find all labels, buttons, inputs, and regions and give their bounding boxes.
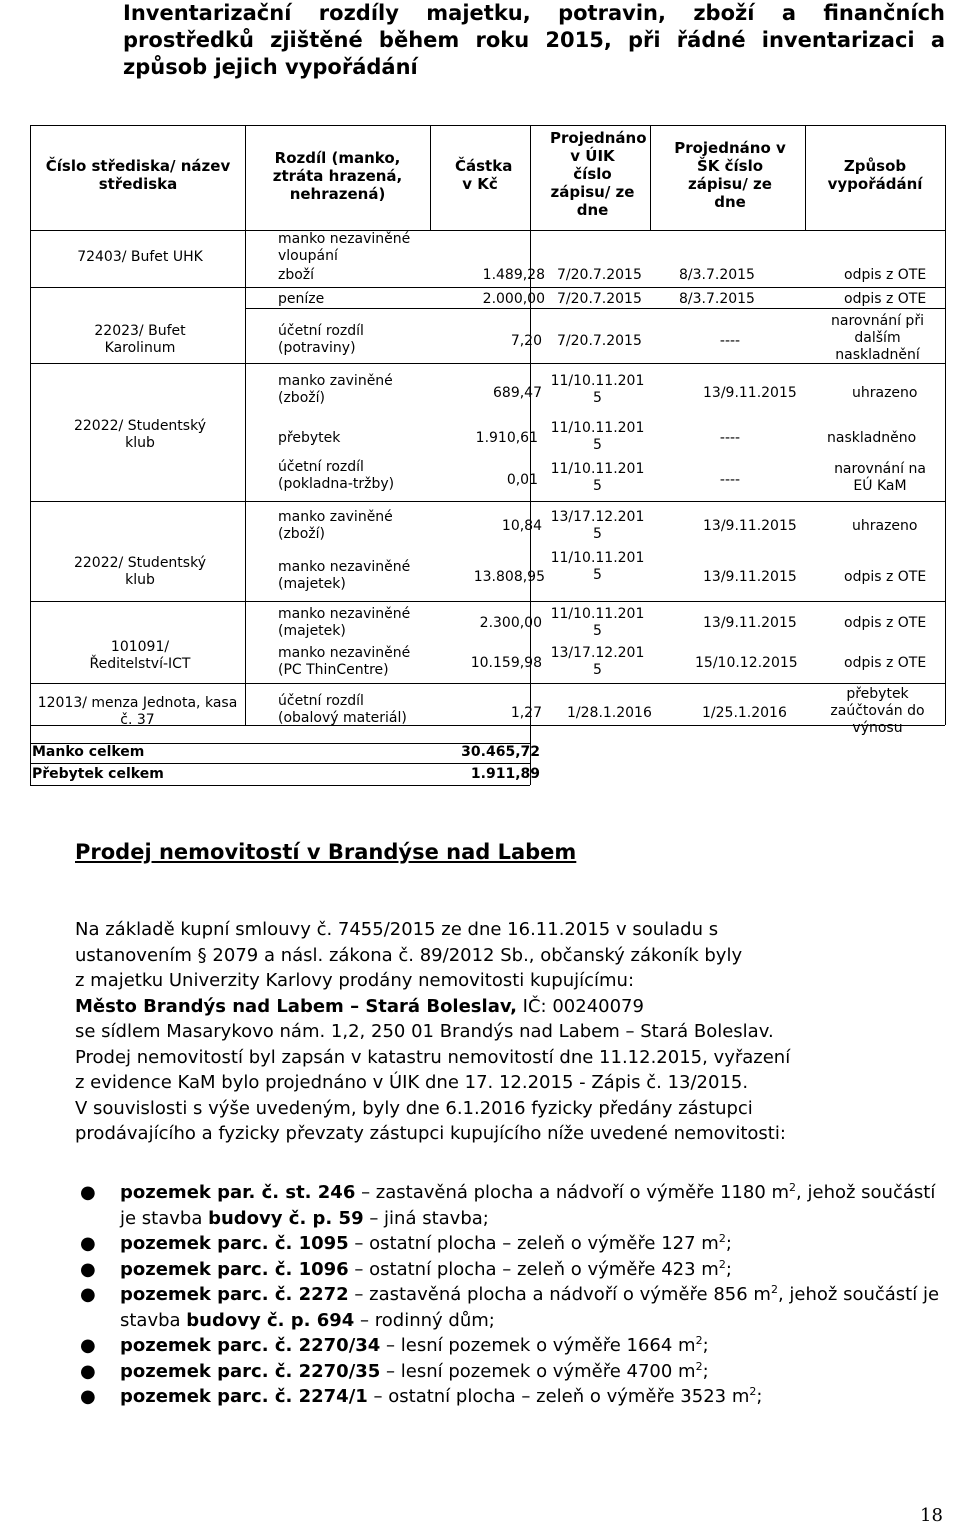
parcel-id: pozemek parc. č. 2270/35 [120, 1360, 381, 1382]
table-border-top [30, 125, 945, 126]
sale-paragraph [75, 917, 945, 1147]
parcel-id: pozemek parc. č. 2274/1 [120, 1386, 368, 1407]
bullet-icon: ● [80, 1360, 96, 1382]
row-uik: 7/20.7.2015 [557, 333, 642, 349]
building-id: budovy č. p. 694 [186, 1309, 355, 1331]
paragraph-line [75, 994, 945, 1020]
row-castka: 1,27 [510, 705, 542, 721]
parcel-desc: , jehož součástí je stavba [120, 1182, 936, 1229]
total-manko-value: 30.465,72 [461, 744, 540, 760]
sup: 2 [718, 1232, 726, 1245]
parcel-desc: – rodinný dům; [354, 1309, 495, 1331]
parcel-desc: – jiná stavba; [363, 1207, 489, 1229]
bullet-icon: ● [80, 1335, 96, 1356]
table-border-right [945, 125, 946, 725]
sup: 2 [749, 1385, 757, 1398]
row-zpusob: odpis z OTE [844, 569, 927, 585]
row-uik: 11/10.11.201 5 [550, 461, 645, 494]
row-castka: 2.000,00 [482, 291, 545, 307]
row-uik: 13/17.12.201 5 [550, 645, 645, 678]
row-castka: 13.808,95 [473, 569, 545, 585]
parcel-id: pozemek parc. č. 2272 [120, 1284, 349, 1305]
row-uik: 13/17.12.201 5 [550, 509, 645, 542]
row-rozdil: účetní rozdíl (potraviny) [278, 323, 364, 356]
row-rozdil: manko nezaviněné (PC ThinCentre) [278, 645, 411, 678]
row-sk: 8/3.7.2015 [679, 267, 755, 283]
col-line-2 [430, 125, 431, 230]
paragraph-line: V souvislosti s výše uvedeným, byly dne 6.1.2016 fyzicky předány zástupci [75, 1097, 753, 1119]
building-id: budovy č. p. 59 [208, 1207, 364, 1229]
row-rozdil: manko nezaviněné (majetek) [278, 606, 411, 639]
section-title: Prodej nemovitostí v Brandýse nad Labem [75, 840, 577, 864]
list-item [75, 1359, 945, 1385]
group-stredisko: 72403/ Bufet UHK [77, 249, 203, 265]
col-line-1 [245, 125, 246, 725]
parcel-id: pozemek parc. č. 2270/34 [120, 1335, 381, 1356]
row-rozdil: manko nezaviněné (majetek) [278, 559, 411, 592]
parcel-id: pozemek parc. č. 1096 [120, 1258, 349, 1280]
row-zpusob: uhrazeno [852, 385, 918, 401]
row-uik: 7/20.7.2015 [557, 267, 642, 283]
row-zpusob: narovnání při dalším naskladnění [831, 313, 924, 363]
row-castka: 0,01 [506, 472, 538, 488]
group-stredisko: 22022/ Studentský klub [73, 555, 206, 588]
header-stredisko: Číslo střediska/ název střediska [45, 157, 231, 193]
row-zpusob: přebytek zaúčtován do výnosu [830, 686, 925, 736]
header-sk: Projednáno v ŠK číslo zápisu/ ze dne [674, 139, 786, 211]
row-castka: 10.159,98 [470, 655, 542, 671]
parcel-desc: – lesní pozemek o výměře 4700 m [380, 1360, 696, 1382]
table-border-bottom [30, 785, 530, 786]
list-item [75, 1333, 945, 1359]
row-sk: ---- [719, 430, 741, 446]
row-zpusob: narovnání na EÚ KaM [834, 461, 926, 494]
row-zpusob: odpis z OTE [844, 655, 927, 671]
paragraph-line: se sídlem Masarykovo nám. 1,2, 250 01 Brandýs nad Labem – Stará Boleslav. [75, 1021, 774, 1042]
parcel-desc: ; [702, 1360, 709, 1382]
header-rozdil: Rozdíl (manko, ztráta hrazená, nehrazená) [272, 149, 403, 203]
total-prebytek-label: Přebytek celkem [32, 766, 164, 782]
header-zpusob: Způsob vypořádání [827, 157, 923, 193]
row-uik: 11/10.11.201 5 [550, 373, 645, 406]
row-castka: 1.489,28 [482, 267, 545, 283]
row-rozdil: peníze [278, 291, 325, 307]
row-zpusob: uhrazeno [852, 518, 918, 534]
row-line [30, 763, 530, 764]
group-stredisko: 22023/ Bufet Karolinum [94, 323, 186, 356]
parcel-desc: – lesní pozemek o výměře 1664 m [380, 1335, 696, 1356]
row-sk: 15/10.12.2015 [695, 655, 798, 671]
paragraph-line: z evidence KaM bylo projednáno v ÚIK dne 17. 12.2015 - Zápis č. 13/2015. [75, 1072, 749, 1093]
row-uik: 11/10.11.201 5 [550, 420, 645, 453]
sup: 2 [718, 1257, 726, 1271]
row-castka: 7,20 [510, 333, 542, 349]
buyer-ico: IČ: 00240079 [516, 995, 644, 1017]
sup: 2 [695, 1334, 703, 1347]
sup: 2 [695, 1359, 703, 1373]
bullet-icon: ● [80, 1182, 96, 1203]
parcel-desc: – zastavěná plocha a nádvoří o výměře 856 m [348, 1284, 771, 1305]
group-stredisko: 22022/ Studentský klub [73, 418, 206, 451]
total-manko-label: Manko celkem [32, 744, 145, 760]
parcel-desc: ; [725, 1258, 732, 1280]
row-zpusob: odpis z OTE [844, 615, 927, 631]
parcel-desc: – zastavěná plocha a nádvoří o výměře 1180 m [355, 1182, 790, 1203]
row-line [30, 683, 945, 684]
bullet-icon: ● [80, 1233, 96, 1254]
row-rozdil-sub: zboží [278, 267, 315, 283]
sup: 2 [789, 1181, 797, 1194]
row-zpusob: odpis z OTE [844, 267, 927, 283]
list-item [75, 1282, 945, 1333]
row-sk: 13/9.11.2015 [703, 518, 797, 534]
row-rozdil: účetní rozdíl (pokladna-tržby) [278, 459, 395, 492]
parcel-desc: – ostatní plocha – zeleň o výměře 3523 m [367, 1386, 750, 1407]
bullet-icon: ● [80, 1258, 96, 1280]
row-uik: 7/20.7.2015 [557, 291, 642, 307]
paragraph-line: ustanovením § 2079 a násl. zákona č. 89/2012 Sb., občanský zákoník byly [75, 944, 743, 966]
row-rozdil: manko zaviněné (zboží) [278, 509, 393, 542]
list-item [75, 1384, 945, 1410]
page-title: Inventarizační rozdíly majetku, potravin, zboží a finančních prostředků zjištěné během roku 2015, při řádné inventarizaci a způsob jejich vypořádání [123, 1, 945, 79]
total-prebytek-value: 1.911,89 [470, 766, 540, 782]
parcel-desc: – ostatní plocha – zeleň o výměře 423 m [348, 1258, 719, 1280]
col-line-4 [650, 125, 651, 230]
row-castka: 2.300,00 [479, 615, 542, 631]
row-line [30, 363, 945, 364]
parcel-desc: ; [756, 1386, 763, 1407]
inventory-table [30, 125, 945, 785]
row-line [30, 287, 945, 288]
row-sk: 13/9.11.2015 [703, 615, 797, 631]
table-border-left [30, 125, 31, 785]
row-rozdil: účetní rozdíl (obalový materiál) [278, 693, 407, 726]
row-line [30, 601, 945, 602]
col-line-3 [530, 125, 531, 785]
row-castka: 1.910,61 [475, 430, 538, 446]
list-item [75, 1231, 945, 1257]
list-item [75, 1257, 945, 1283]
bullet-icon: ● [80, 1284, 96, 1305]
parcel-desc: , jehož součástí je stavba [120, 1284, 940, 1331]
row-rozdil: manko zaviněné (zboží) [278, 373, 393, 406]
row-zpusob: naskladněno [827, 430, 917, 446]
row-uik: 11/10.11.201 5 [550, 550, 645, 583]
header-castka: Částka v Kč [455, 157, 513, 193]
parcel-desc: ; [725, 1233, 732, 1254]
row-sk: 13/9.11.2015 [703, 569, 797, 585]
property-list [75, 1180, 945, 1410]
row-rozdil: přebytek [278, 430, 341, 446]
header-line [30, 230, 945, 231]
row-line [30, 501, 945, 502]
parcel-id: pozemek parc. č. 1095 [120, 1233, 349, 1254]
paragraph-line: Na základě kupní smlouvy č. 7455/2015 ze dne 16.11.2015 v souladu s [75, 919, 719, 940]
paragraph-line: Prodej nemovitostí byl zapsán v katastru nemovitostí dne 11.12.2015, vyřazení [75, 1046, 791, 1068]
row-sk: ---- [719, 472, 741, 488]
header-uik: Projednáno v ÚIK číslo zápisu/ ze dne [550, 129, 647, 219]
sup: 2 [770, 1283, 778, 1296]
group-stredisko: 101091/ Ředitelství-ICT [89, 639, 191, 672]
paragraph-line: prodávajícího a fyzicky převzaty zástupci kupujícího níže uvedené nemovitosti: [75, 1123, 786, 1144]
row-sk: ---- [719, 333, 741, 349]
row-uik: 11/10.11.201 5 [550, 606, 645, 639]
row-sk: 8/3.7.2015 [679, 291, 755, 307]
buyer-name: Město Brandýs nad Labem – Stará Boleslav, [75, 995, 517, 1017]
row-line [245, 308, 945, 309]
parcel-id: pozemek par. č. st. 246 [120, 1182, 356, 1203]
row-castka: 689,47 [493, 385, 542, 401]
row-castka: 10,84 [501, 518, 542, 534]
page-number: 18 [920, 1505, 943, 1526]
group-stredisko: 12013/ menza Jednota, kasa č. 37 [37, 695, 238, 728]
row-sk: 13/9.11.2015 [703, 385, 797, 401]
parcel-desc: – ostatní plocha – zeleň o výměře 127 m [348, 1233, 719, 1254]
row-sk: 1/25.1.2016 [702, 705, 787, 721]
row-uik: 1/28.1.2016 [567, 705, 652, 721]
parcel-desc: ; [702, 1335, 709, 1356]
col-line-5 [805, 125, 806, 230]
list-item [75, 1180, 945, 1231]
row-zpusob: odpis z OTE [844, 291, 927, 307]
bullet-icon: ● [80, 1386, 96, 1407]
row-rozdil: manko nezaviněné vloupání [278, 231, 411, 264]
paragraph-line: z majetku Univerzity Karlovy prodány nemovitosti kupujícímu: [75, 970, 635, 991]
